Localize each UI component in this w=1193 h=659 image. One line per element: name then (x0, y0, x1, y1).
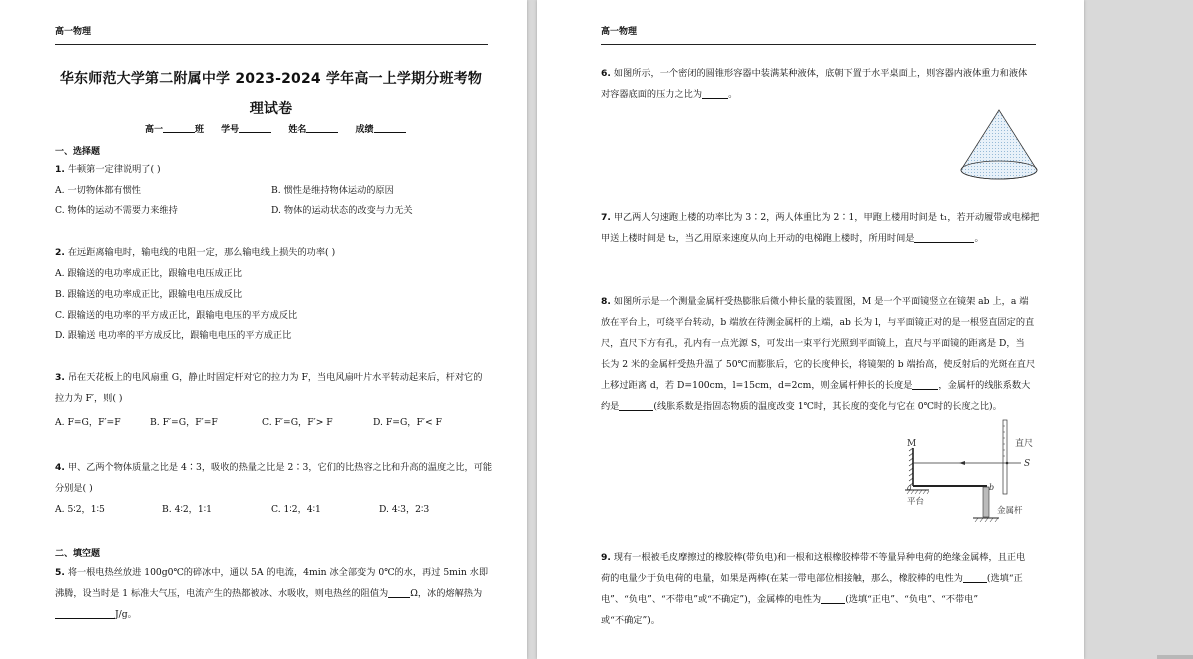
question-4-option-c: C. 1∶2，4∶1 (271, 504, 321, 515)
answer-blank (914, 233, 974, 243)
student-info-line (145, 122, 406, 135)
id-blank (239, 124, 271, 133)
question-9-line3: 电”、“负电”、“不带电”或“不确定”)，金属棒的电性为 (选填“正电”、“负电”、“不带电” (601, 594, 979, 605)
question-2-option-b: B. 跟输送的电功率成正比，跟输电电压成反比 (55, 289, 243, 300)
section-fill-heading: 二、填空题 (55, 549, 101, 559)
section-choice-heading: 一、选择题 (55, 147, 101, 157)
question-4-option-d: D. 4∶3，2∶3 (379, 504, 430, 515)
question-9-line2: 荷的电量少于负电荷的电量，如果是两棒(在某一带电部位相接触，那么，橡胶棒的电性为 (选填“正 (601, 573, 1023, 584)
question-1-option-d: D. 物体的运动状态的改变与力无关 (271, 205, 413, 216)
score-blank (374, 124, 406, 133)
document-page-right (537, 0, 1084, 659)
answer-blank (702, 89, 728, 99)
question-3-option-d: D. F=G，F′< F (373, 417, 442, 428)
score-label: 成绩 (355, 125, 374, 135)
scrollbar-handle[interactable] (1157, 655, 1193, 659)
question-8-line2: 放在平台上，可绕平台转动，b 端放在待测金属杆的上端，ab 长为 l，与平面镜正对的是一根竖直固定的直 (601, 317, 1035, 328)
question-3-stem-line2: 拉力为 F′，则( ) (55, 393, 123, 404)
header-rule (601, 44, 1036, 45)
label-S: S (1024, 459, 1031, 469)
question-4-stem-line1: 4. 甲、乙两个物体质量之比是 4∶3，吸收的热量之比是 2∶3，它们的比热容之比和升高的温度之比，可能 (55, 462, 493, 473)
name-label: 姓名 (288, 125, 307, 135)
label-platform: 平台 (907, 497, 925, 507)
question-5-line2: 沸腾，设当时是 1 标准大气压，电流产生的热都被冰、水吸收，则电热丝的阻值为 Ω，冰的熔解热为 (55, 588, 483, 599)
label-M: M (907, 439, 917, 449)
question-8-line3: 尺，直尺下方有孔，孔内有一点光源 S，可发出一束平行光照到平面镜上，直尺与平面镜的距离是 D，当 (601, 338, 1025, 349)
question-7-line2: 甲送上楼时间是 t₂，当乙用原来速度从向上开动的电梯跑上楼时，所用时间是 。 (601, 233, 984, 244)
question-2-option-a: A. 跟输送的电功率成正比，跟输电电压成正比 (55, 268, 243, 279)
question-6-line2: 对容器底面的压力之比为 。 (601, 89, 738, 100)
id-label: 学号 (221, 125, 240, 135)
exam-title (55, 64, 487, 124)
answer-blank (388, 588, 410, 598)
question-1-option-c: C. 物体的运动不需要力来维持 (55, 205, 178, 216)
exam-title-line2: 理试卷 (249, 101, 293, 117)
question-5-line3: J/g。 (55, 609, 137, 621)
question-3-stem-line1: 3. 吊在天花板上的电风扇重 G，静止时固定杆对它的拉力为 F，当电风扇叶片水平转动起来后，杆对它的 (55, 372, 483, 383)
question-1-option-b: B. 惯性是维持物体运动的原因 (271, 185, 394, 196)
name-blank (306, 124, 338, 133)
question-3-option-a: A. F=G，F′=F (55, 417, 121, 428)
question-8-line6: 约是 (线胀系数是指固态物质的温度改变 1℃时，其长度的变化与它在 0℃时的长度之比)。 (601, 401, 1002, 412)
label-ruler: 直尺 (1015, 439, 1034, 449)
header-rule (55, 44, 488, 45)
question-1-stem: 1. 牛顿第一定律说明了( ) (55, 164, 161, 175)
question-4-option-a: A. 5∶2，1∶5 (55, 504, 105, 515)
question-8-line1: 8. 如图所示是一个测量金属杆受热膨胀后微小伸长量的装置图，M 是一个平面镜竖立在镜架 ab 上，a 端 (601, 296, 1029, 307)
class-label: 高一 (145, 125, 164, 135)
question-9-line4: 或“不确定”)。 (601, 615, 660, 626)
mirror-apparatus-figure (901, 418, 1041, 526)
class-blank (163, 124, 195, 133)
page-header-label: 高一物理 (601, 27, 638, 37)
question-3-option-c: C. F′=G，F′> F (262, 417, 333, 428)
question-5-line1: 5. 将一根电热丝放进 100g0℃的碎冰中，通以 5A 的电流，4min 冰全部变为 0℃的水，再过 5min 水即 (55, 567, 489, 578)
question-4-stem-line2: 分别是( ) (55, 483, 93, 494)
answer-blank (619, 401, 653, 411)
label-a: a (907, 483, 912, 492)
question-2-option-d: D. 跟输送 电功率的平方成反比，跟输电电压的平方成正比 (55, 330, 292, 341)
exam-title-line1: 华东师范大学第二附属中学 2023-2024 学年高一上学期分班考物 (59, 71, 483, 87)
question-7-line1: 7. 甲乙两人匀速跑上楼的功率比为 3∶2，两人体重比为 2∶1，甲跑上楼用时间是 t₁，若开动履带或电梯把 (601, 212, 1040, 223)
question-1-option-a: A. 一切物体都有惯性 (55, 185, 141, 196)
class-suffix: 班 (195, 125, 205, 135)
metal-rod (983, 487, 989, 517)
answer-blank (55, 609, 115, 619)
cone-container-figure (955, 108, 1043, 184)
answer-blank (963, 573, 987, 583)
document-page-left (0, 0, 527, 659)
label-b: b (989, 483, 995, 492)
question-8-line4: 长为 2 米的金属杆受热升温了 50℃而膨胀后，它的长度伸长，将镜架的 b 端抬高，使反射后的光斑在直尺 (601, 359, 1036, 370)
question-8-line5: 上移过距离 d，若 D=100cm，l=15cm，d=2cm，则金属杆伸长的长度是 ，金属杆的线胀系数大 (601, 380, 1031, 391)
question-6-line1: 6. 如图所示，一个密闭的圆锥形容器中装满某种液体，底朝下置于水平桌面上，则容器内液体重力和液体 (601, 68, 1028, 79)
question-9-line1: 9. 现有一根被毛皮摩擦过的橡胶棒(带负电)和一根和这根橡胶棒带不等量异种电荷的绝缘金属棒，且正电 (601, 552, 1026, 563)
label-metal-rod: 金属杆 (997, 506, 1023, 516)
page-header-label: 高一物理 (55, 27, 92, 37)
ruler (1003, 420, 1007, 494)
answer-blank (821, 594, 845, 604)
question-2-option-c: C. 跟输送的电功率的平方成正比，跟输电电压的平方成反比 (55, 310, 298, 321)
question-4-option-b: B. 4∶2，1∶1 (162, 504, 212, 515)
answer-blank (912, 380, 938, 390)
question-2-stem: 2. 在远距离输电时，输电线的电阻一定，那么输电线上损失的功率( ) (55, 247, 336, 258)
question-3-option-b: B. F′=G，F′=F (150, 417, 218, 428)
